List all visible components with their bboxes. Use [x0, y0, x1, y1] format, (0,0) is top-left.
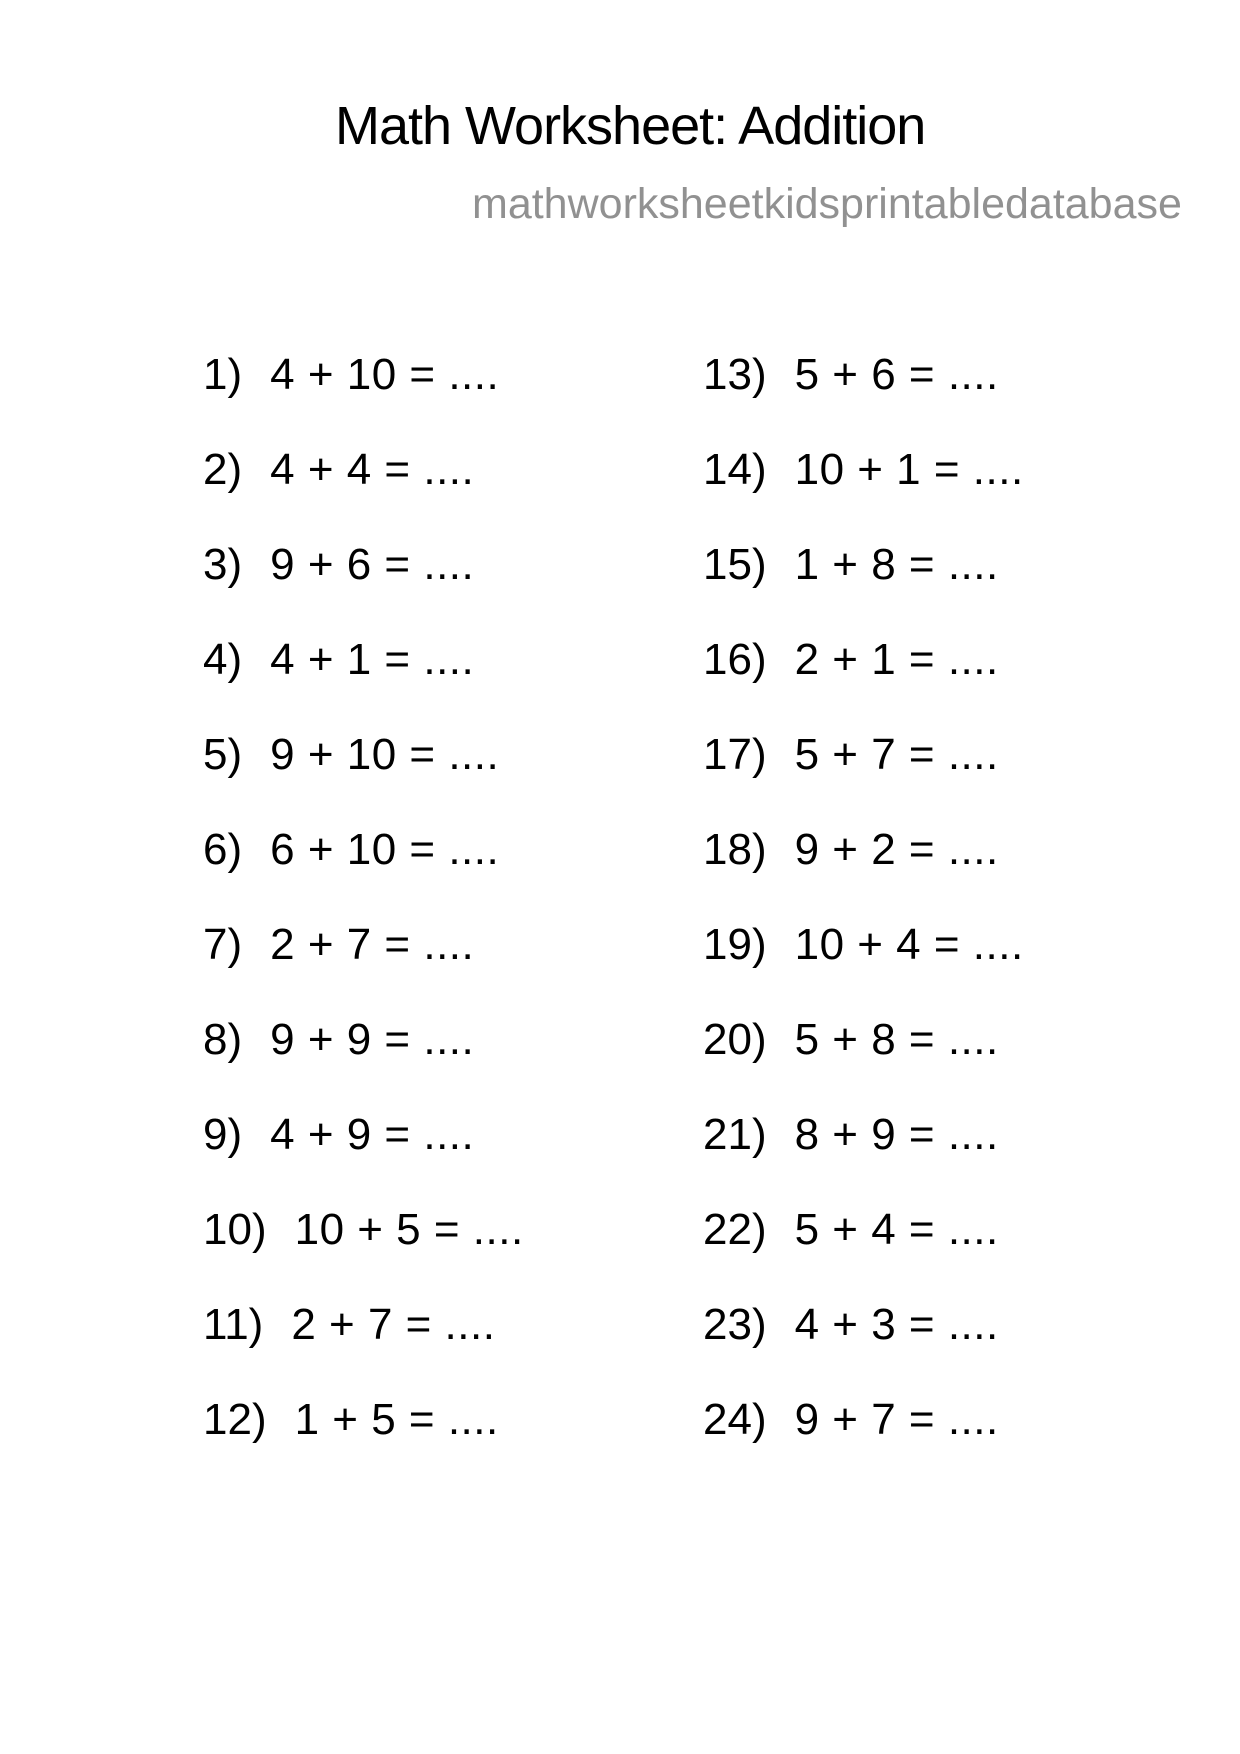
problem-number: 4)	[203, 634, 243, 684]
problem-number: 19)	[703, 919, 767, 969]
problem-expression: 10 + 5 = ....	[294, 1204, 524, 1254]
problem-row	[703, 612, 1024, 707]
problem-expression: 9 + 7 = ....	[794, 1394, 999, 1444]
problem-number: 21)	[703, 1109, 767, 1159]
problem-number: 13)	[703, 349, 767, 399]
problem-expression: 1 + 5 = ....	[294, 1394, 499, 1444]
problem-expression: 4 + 3 = ....	[794, 1299, 999, 1349]
problem-number: 2)	[203, 444, 243, 494]
problem-expression: 9 + 2 = ....	[794, 824, 999, 874]
problem-row	[703, 1372, 1024, 1467]
problem-expression: 5 + 8 = ....	[794, 1014, 999, 1064]
problem-row	[203, 897, 524, 992]
problem-expression: 10 + 4 = ....	[794, 919, 1024, 969]
problem-number: 1)	[203, 349, 243, 399]
problem-number: 24)	[703, 1394, 767, 1444]
problem-row	[703, 517, 1024, 612]
problem-number: 11)	[203, 1299, 264, 1349]
problem-row	[703, 1277, 1024, 1372]
problem-row	[703, 327, 1024, 422]
problem-number: 5)	[203, 729, 243, 779]
problem-row	[203, 1277, 524, 1372]
problem-row	[703, 992, 1024, 1087]
problem-expression: 4 + 9 = ....	[270, 1109, 475, 1159]
problem-row	[203, 992, 524, 1087]
problem-expression: 2 + 1 = ....	[794, 634, 999, 684]
problem-number: 14)	[703, 444, 767, 494]
problem-row	[203, 327, 524, 422]
problem-expression: 4 + 1 = ....	[270, 634, 475, 684]
problem-expression: 9 + 9 = ....	[270, 1014, 475, 1064]
problem-row	[703, 897, 1024, 992]
problem-row	[203, 707, 524, 802]
problem-row	[203, 1372, 524, 1467]
problem-expression: 8 + 9 = ....	[794, 1109, 999, 1159]
problem-expression: 5 + 4 = ....	[794, 1204, 999, 1254]
problem-row	[703, 1182, 1024, 1277]
problems-column-left	[203, 327, 524, 1467]
problem-number: 12)	[203, 1394, 267, 1444]
problem-row	[703, 422, 1024, 517]
problem-expression: 1 + 8 = ....	[794, 539, 999, 589]
problem-row	[203, 517, 524, 612]
problem-number: 6)	[203, 824, 243, 874]
problem-number: 18)	[703, 824, 767, 874]
problem-row	[203, 1182, 524, 1277]
problem-row	[703, 707, 1024, 802]
problem-number: 8)	[203, 1014, 243, 1064]
problem-row	[203, 802, 524, 897]
problem-number: 10)	[203, 1204, 267, 1254]
problem-row	[203, 612, 524, 707]
problem-number: 16)	[703, 634, 767, 684]
problem-expression: 9 + 6 = ....	[270, 539, 475, 589]
problem-row	[203, 1087, 524, 1182]
problem-number: 17)	[703, 729, 767, 779]
problem-number: 22)	[703, 1204, 767, 1254]
problems-column-right	[703, 327, 1024, 1467]
problem-expression: 4 + 4 = ....	[270, 444, 475, 494]
problem-row	[703, 1087, 1024, 1182]
problem-number: 9)	[203, 1109, 243, 1159]
problem-number: 3)	[203, 539, 243, 589]
problem-expression: 4 + 10 = ....	[270, 349, 500, 399]
problem-expression: 2 + 7 = ....	[270, 919, 475, 969]
problem-row	[703, 802, 1024, 897]
problem-expression: 9 + 10 = ....	[270, 729, 500, 779]
problem-expression: 5 + 6 = ....	[794, 349, 999, 399]
problem-number: 20)	[703, 1014, 767, 1064]
worksheet-title: Math Worksheet: Addition	[335, 96, 926, 156]
problem-expression: 5 + 7 = ....	[794, 729, 999, 779]
problem-expression: 10 + 1 = ....	[794, 444, 1024, 494]
problem-expression: 6 + 10 = ....	[270, 824, 500, 874]
problem-number: 15)	[703, 539, 767, 589]
problem-number: 7)	[203, 919, 243, 969]
watermark-text: mathworksheetkidsprintabledatabase	[472, 180, 1182, 228]
problem-number: 23)	[703, 1299, 767, 1349]
problem-expression: 2 + 7 = ....	[291, 1299, 496, 1349]
problem-row	[203, 422, 524, 517]
